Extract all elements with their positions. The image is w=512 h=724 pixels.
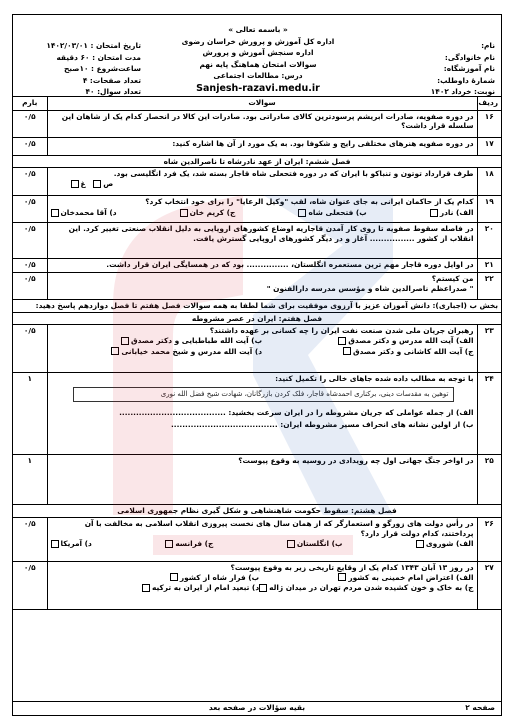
q27-option-b[interactable]: ب) فرار شاه از کشور: [51, 573, 260, 583]
page-count: تعداد صفحات: ۴: [82, 75, 141, 85]
false-checkbox[interactable]: [71, 180, 79, 188]
question-22: ۲۲ من کیستم؟ " صدراعظم ناصرالدین شاه و مؤسس مدرسه دارالفنون " ۰/۵: [13, 273, 501, 300]
exam-start-time: ساعت‌شروع : ۱۰صبح: [63, 64, 141, 73]
q19-option-b[interactable]: ب) فتحعلی شاه: [298, 208, 366, 218]
exam-header: [13, 15, 501, 97]
exam-info: [21, 41, 141, 99]
section-6-row: [13, 155, 501, 168]
section-8-row: [13, 505, 501, 518]
questions-table: [13, 97, 501, 610]
question-17: ۱۷ در دوره صفویه هنرهای مختلفی رایج و شکوفا بود. به یک مورد از آن ها اشاره کنید: ۰/۵: [13, 137, 501, 155]
page-footer: [13, 701, 501, 715]
col-question-header: سوالات: [47, 97, 477, 110]
exam-page: [12, 14, 502, 716]
true-option[interactable]: ص: [93, 179, 113, 189]
section-7-row: [13, 312, 501, 325]
q24-line-a: الف) از جمله عواملی که جریان مشروطه را در ایران سرعت بخشید: ......................................: [119, 408, 474, 418]
subject-line: درس: مطالعات اجتماعی: [213, 71, 303, 80]
question-18: ۱۸ طرف قرارداد توتون و تنباکو با ایران که در دوره فتحعلی شاه قاجار بسته شد، یک فرد انگلیسی بود. ص غ ۰/۵: [13, 168, 501, 196]
question-count: تعداد سوال: ۴۰: [85, 87, 141, 96]
section-6-title: فصل ششم: ایران از عهد نادرشاه تا ناصرالدین شاه: [13, 155, 501, 168]
exam-date: تاریخ امتحان : ۱۴۰۲/۰۳/۰۱: [46, 41, 141, 50]
true-checkbox[interactable]: [93, 180, 101, 188]
q23-option-b[interactable]: ب) آیت الله طباطبایی و دکتر مصدق: [51, 336, 263, 346]
false-option[interactable]: غ: [71, 179, 86, 189]
org-line-3: سوالات امتحان هماهنگ پایه نهم: [199, 59, 317, 69]
compulsory-note: بخش ب (اجباری): دانش آموزان عزیز با آرزوی موفقیت برای شما لطفا به همه سوالات فصل هفتم تا فصل دوازدهم پاسخ دهید:: [13, 300, 501, 313]
q27-option-d[interactable]: د) تبعید امام از ایران به ترکیه: [51, 583, 260, 593]
q23-option-c[interactable]: ج) آیت الله کاشانی و دکتر مصدق: [262, 347, 474, 357]
student-name-label: نام:: [481, 41, 495, 50]
q24-line-b: ب) از اولین نشانه های انحراف مسیر مشروطه ایران: ......................................: [170, 419, 474, 429]
student-family-label: نام خانوادگی:: [444, 52, 495, 62]
q23-option-a[interactable]: الف) آیت الله مدرس و دکتر مصدق: [262, 336, 474, 346]
q26-option-a[interactable]: الف) شوروی: [416, 539, 474, 549]
exam-duration: مدت امتحان : ۶۰ دقیقه: [56, 52, 141, 62]
compulsory-note-row: [13, 300, 501, 313]
q26-option-d[interactable]: د) آمریکا: [51, 539, 92, 549]
q19-option-a[interactable]: الف) نادر: [430, 208, 474, 218]
section-7-title: فصل هفتم: ایران در عصر مشروطه: [13, 312, 501, 325]
q24-word-bank: توهین به مقدسات دینی، برکناری احمدشاه قاجار، فلک کردن بازرگانان، شهادت شیخ فضل الله نوری: [73, 387, 454, 402]
basmala: « باسمه تعالی »: [228, 25, 288, 34]
site-url: Sanjesh-razavi.medu.ir: [196, 82, 320, 94]
col-score-header: بارم: [13, 97, 47, 110]
page-number: صفحه ۲: [465, 703, 495, 712]
question-27: ۲۷ در روز ۱۳ آبان ۱۳۴۳ کدام یک از وقایع تاریخی زیر به وقوع پیوست؟ الف) اعتراض امام خمینی به کشور ب) فرار شاه از کشور ج) به خاک و خون کشیده شدن مردم تهران در میدان ژاله د) تبعید امام از ایران به ترکیه ۰/۵: [13, 562, 501, 610]
question-16: ۱۶ در دوره صفویه، صادرات ابریشم پرسودترین کالای صادراتی بود. صادرات این کالا در انحصار کدام یک از شاهان این سلسله قرار داشت؟ ۰/۵: [13, 110, 501, 137]
org-line-1: اداره کل آموزش و پرورش خراسان رضوی: [181, 36, 335, 46]
question-19: ۱۹ کدام یک از حاکمان ایرانی به جای عنوان شاه، لقب "وکیل الرعایا" را برای خود انتخاب کرد؟ الف) نادر ب) فتحعلی شاه ج) کریم خان د) آقا محمدخان ۰/۵: [13, 196, 501, 223]
q26-option-c[interactable]: ج) فرانسه: [165, 539, 213, 549]
student-info: [395, 41, 495, 99]
q27-option-a[interactable]: الف) اعتراض امام خمینی به کشور: [259, 573, 473, 583]
org-line-2: اداره سنجش آموزش و پرورش: [202, 48, 314, 57]
q22-quote: " صدراعظم ناصرالدین شاه و مؤسس مدرسه دارالفنون ": [266, 283, 474, 293]
continue-note: بقیه سؤالات در صفحه بعد: [208, 703, 306, 712]
q26-option-b[interactable]: ب) انگلستان: [287, 539, 343, 549]
question-24: ۲۴ با توجه به مطالب داده شده جاهای خالی را تکمیل کنید: توهین به مقدسات دینی، برکناری احمدشاه قاجار، فلک کردن بازرگانان، شهادت شیخ فضل الله نوری الف) از جمله عواملی که جریان مشروطه را در ایران سرعت بخشید: ...................................... ب) از اولین نشانه های انحراف مسیر مشروطه ایران: ...................................... ۱: [13, 373, 501, 455]
q27-option-c[interactable]: ج) به خاک و خون کشیده شدن مردم تهران در میدان ژاله: [259, 583, 473, 593]
session-label: نوبت: خرداد ۱۴۰۲: [430, 87, 495, 96]
question-25: ۲۵ در اواخر جنگ جهانی اول چه رویدادی در روسیه به وقوع پیوست؟ ۱: [13, 455, 501, 505]
candidate-number-label: شمارهٔ داوطلب:: [437, 75, 495, 85]
q23-option-d[interactable]: د) آیت الله مدرس و شیخ محمد خیابانی: [51, 347, 263, 357]
question-21: ۲۱ در اوایل دوره قاجار مهم ترین مستعمره انگلستان، ............... بود که در همسایگی ایران قرار داشت. ۰/۵: [13, 259, 501, 273]
section-8-title: فصل هشتم: سقوط حکومت شاهنشاهی و شکل گیری نظام جمهوری اسلامی: [13, 505, 501, 518]
q19-option-d[interactable]: د) آقا محمدخان: [51, 208, 117, 218]
header-center: [143, 25, 373, 94]
question-26: ۲۶ در رأس دولت های زورگو و استعمارگر که از همان سال های نخست پیروزی انقلاب اسلامی به مخالفت با آن پرداختند، کدام دولت قرار دارد؟ الف) شوروی ب) انگلستان ج) فرانسه د) آمریکا ۰/۵: [13, 518, 501, 562]
q19-option-c[interactable]: ج) کریم خان: [180, 208, 236, 218]
question-20: ۲۰ در فاصله سقوط صفویه تا روی کار آمدن قاجاریه اوضاع کشورهای اروپایی به دلیل انقلاب صنعتی تغییر کرد. این انقلاب از کشور ................ آغاز و در دیگر کشورهای اروپایی گسترش یافت. ۰/۵: [13, 223, 501, 259]
col-num-header: ردیف: [477, 97, 501, 110]
question-23: ۲۳ رهبران جریان ملی شدن صنعت نفت ایران را چه کسانی بر عهده داشتند؟ الف) آیت الله مدرس و دکتر مصدق ب) آیت الله طباطبایی و دکتر مصدق ج) آیت الله کاشانی و دکتر مصدق د) آیت الله مدرس و شیخ محمد خیابانی ۰/۵: [13, 325, 501, 373]
school-name-label: نام آموزشگاه:: [443, 64, 495, 73]
